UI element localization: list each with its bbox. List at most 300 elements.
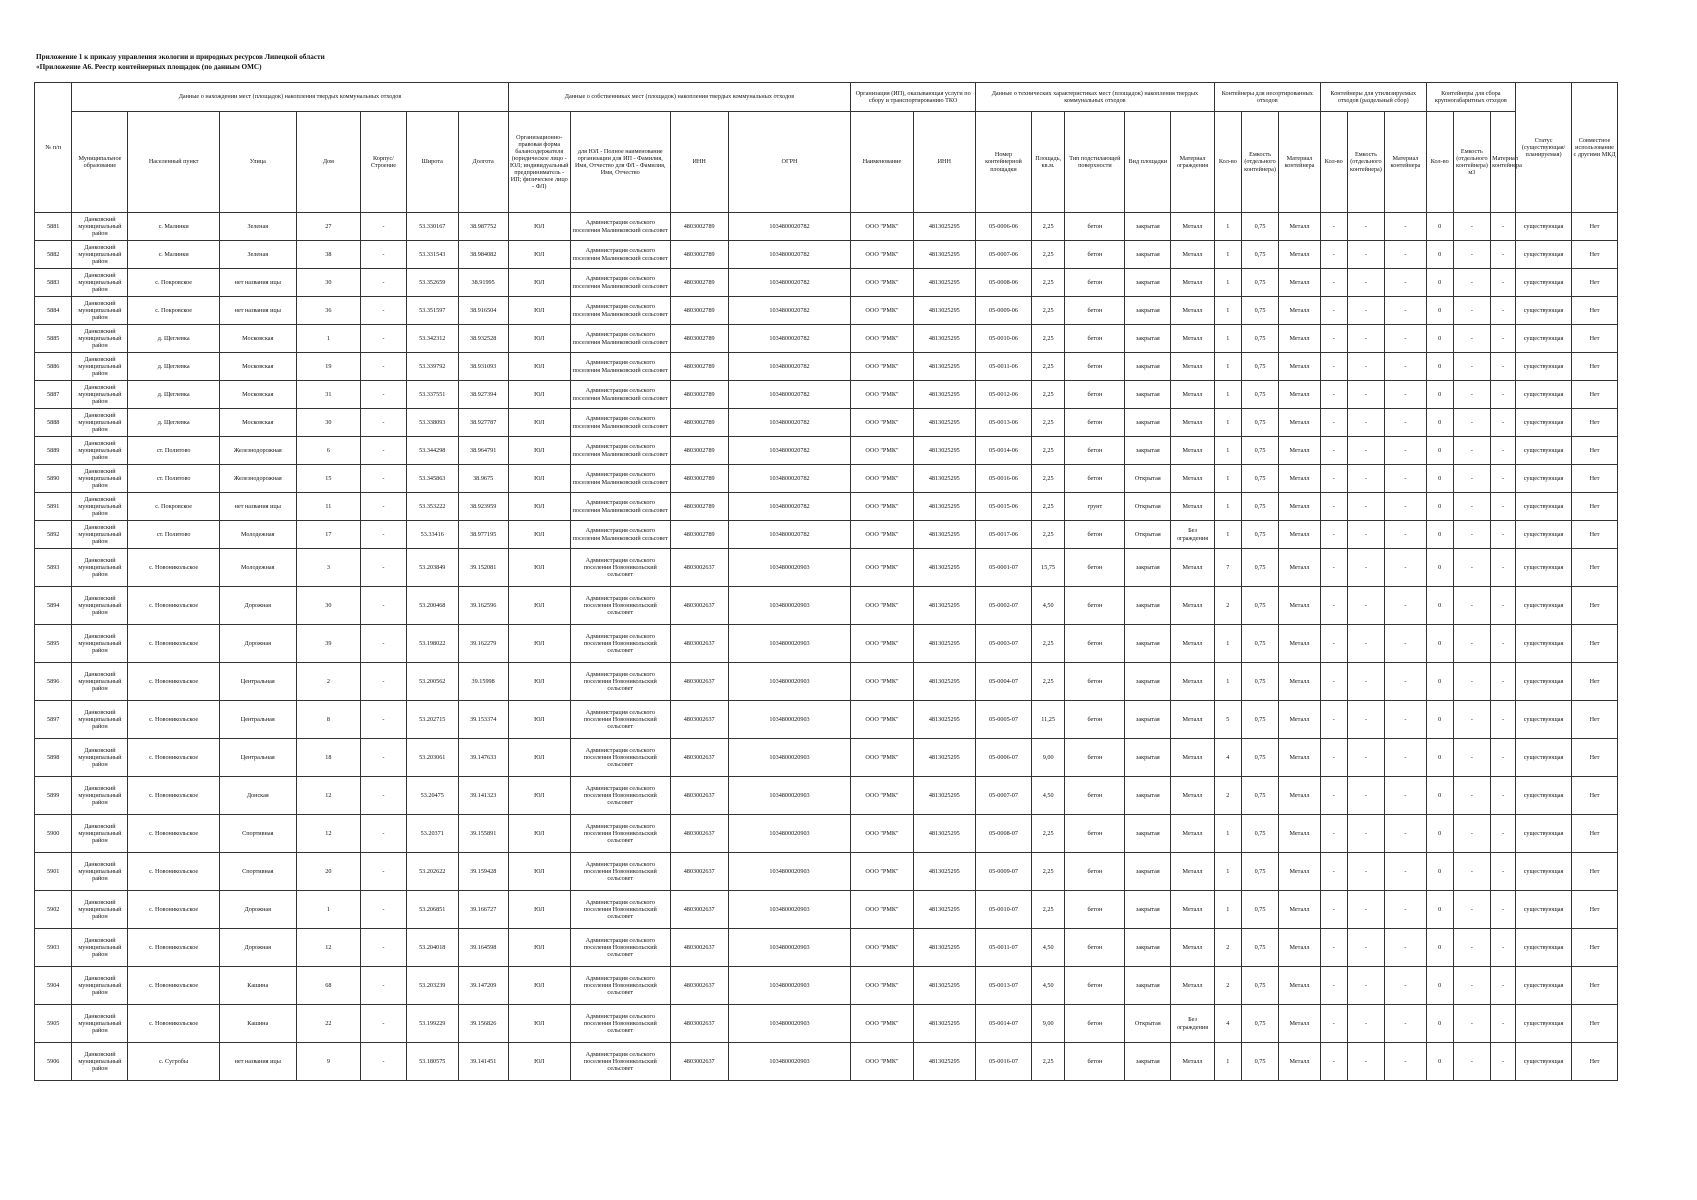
table-cell: Администрация сельского поселения Малинковский сельсовет [570, 493, 670, 521]
table-cell: 5884 [35, 297, 72, 325]
table-cell: - [1453, 353, 1490, 381]
col-area: Площадь, кв.м. [1032, 112, 1065, 213]
table-cell: ЮЛ [508, 325, 570, 353]
table-cell: 4803002637 [670, 815, 728, 853]
table-cell: 4813025295 [913, 663, 975, 701]
table-row [35, 929, 1618, 967]
table-cell: Металл [1279, 437, 1321, 465]
table-cell: Данковский муниципальный район [72, 521, 128, 549]
group-bulky: Контейнеры для сбора крупногабаритных отходов [1426, 83, 1515, 112]
table-cell: - [1385, 1043, 1427, 1081]
table-cell: - [361, 739, 407, 777]
table-cell: закрытая [1125, 815, 1171, 853]
table-cell: ст. Политово [128, 521, 219, 549]
table-cell: бетон [1065, 587, 1125, 625]
table-cell: - [1385, 241, 1427, 269]
table-row [35, 297, 1618, 325]
table-cell: 0,75 [1241, 853, 1278, 891]
table-cell: Нет [1572, 967, 1618, 1005]
table-cell: - [361, 269, 407, 297]
table-cell: - [1320, 1005, 1347, 1043]
table-cell: Администрация сельского поселения Новоникольский сельсовет [570, 1005, 670, 1043]
table-cell: 4813025295 [913, 325, 975, 353]
table-cell: 0 [1426, 549, 1453, 587]
table-cell: 5886 [35, 353, 72, 381]
table-cell: Металл [1279, 625, 1321, 663]
table-cell: - [1385, 213, 1427, 241]
table-cell: - [1320, 297, 1347, 325]
table-cell: ЮЛ [508, 241, 570, 269]
table-cell: ООО "РМК" [851, 587, 913, 625]
col-r-cap: Емкость (отдельного контейнера) [1347, 112, 1384, 213]
table-cell: 18 [296, 739, 360, 777]
table-cell: - [1453, 663, 1490, 701]
col-mun: Муниципальное образование [72, 112, 128, 213]
table-cell: 53.33416 [406, 521, 458, 549]
table-cell: - [1320, 967, 1347, 1005]
table-cell: существующая [1516, 587, 1572, 625]
table-cell: - [1385, 777, 1427, 815]
table-cell: - [1320, 353, 1347, 381]
table-cell: закрытая [1125, 409, 1171, 437]
table-cell: 4813025295 [913, 437, 975, 465]
table-cell: 4813025295 [913, 549, 975, 587]
table-cell: - [1320, 853, 1347, 891]
table-cell: - [1347, 493, 1384, 521]
table-cell: Металл [1171, 353, 1215, 381]
table-cell: 9,00 [1032, 1005, 1065, 1043]
table-cell: 1034800020782 [728, 325, 851, 353]
table-cell: 12 [296, 777, 360, 815]
table-cell: ООО "РМК" [851, 663, 913, 701]
col-status: Статус (существующая/планируемая) [1516, 83, 1572, 213]
table-cell: существующая [1516, 521, 1572, 549]
table-cell: Металл [1171, 213, 1215, 241]
table-cell: 11 [296, 493, 360, 521]
table-cell: - [1453, 587, 1490, 625]
table-cell: с. Новоникольское [128, 929, 219, 967]
table-cell: Зеленая [219, 213, 296, 241]
table-cell: 53.353222 [406, 493, 458, 521]
col-legal-form: Организационно-правовая форма балансодержателя (юридическое лицо - ЮЛ; индивидуальный предприниматель - ИП; физическое лицо - ФЛ) [508, 112, 570, 213]
table-cell: бетон [1065, 269, 1125, 297]
table-cell: Металл [1171, 587, 1215, 625]
table-cell: - [361, 409, 407, 437]
table-cell: - [1453, 437, 1490, 465]
table-cell: 0,75 [1241, 381, 1278, 409]
table-cell: 4803002637 [670, 701, 728, 739]
table-cell: Металл [1279, 891, 1321, 929]
table-cell: 0 [1426, 1005, 1453, 1043]
col-surface: Тип подстилающей поверхности [1065, 112, 1125, 213]
table-cell: ЮЛ [508, 353, 570, 381]
table-cell: - [1347, 381, 1384, 409]
table-cell: бетон [1065, 409, 1125, 437]
table-cell: 1 [1214, 241, 1241, 269]
table-cell: 0 [1426, 1043, 1453, 1081]
table-cell: 0 [1426, 465, 1453, 493]
table-cell: Московская [219, 325, 296, 353]
table-cell: 6 [296, 437, 360, 465]
table-cell: 2 [1214, 967, 1241, 1005]
table-cell: 2,25 [1032, 409, 1065, 437]
table-cell: - [361, 1005, 407, 1043]
table-cell: 4803002789 [670, 325, 728, 353]
table-cell: 0 [1426, 213, 1453, 241]
col-house: Дом [296, 112, 360, 213]
table-cell: - [1320, 269, 1347, 297]
table-cell: 11,25 [1032, 701, 1065, 739]
table-cell: 4803002637 [670, 663, 728, 701]
table-cell: - [1491, 891, 1516, 929]
col-op-name: Наименование [851, 112, 913, 213]
table-cell: 5889 [35, 437, 72, 465]
col-site-no: Номер контейнерной площадки [975, 112, 1031, 213]
table-cell: 1034800020782 [728, 269, 851, 297]
table-cell: 0 [1426, 353, 1453, 381]
table-cell: 39.15998 [458, 663, 508, 701]
table-cell: Администрация сельского поселения Новоникольский сельсовет [570, 625, 670, 663]
table-cell: Без ограждения [1171, 521, 1215, 549]
table-cell: Металл [1279, 549, 1321, 587]
table-cell: 5 [1214, 701, 1241, 739]
table-cell: 05-0017-06 [975, 521, 1031, 549]
table-cell: 4813025295 [913, 815, 975, 853]
table-cell: Данковский муниципальный район [72, 967, 128, 1005]
table-cell: ЮЛ [508, 549, 570, 587]
table-cell: закрытая [1125, 353, 1171, 381]
table-cell: Нет [1572, 521, 1618, 549]
table-cell: Администрация сельского поселения Новоникольский сельсовет [570, 815, 670, 853]
table-cell: 05-0004-07 [975, 663, 1031, 701]
table-cell: Данковский муниципальный район [72, 777, 128, 815]
table-cell: - [1453, 213, 1490, 241]
table-cell: бетон [1065, 521, 1125, 549]
table-cell: 8 [296, 701, 360, 739]
col-s-cap: Емкость (отдельного контейнера) [1241, 112, 1278, 213]
table-cell: - [1320, 493, 1347, 521]
table-cell: 53.200562 [406, 663, 458, 701]
table-cell: 53.352659 [406, 269, 458, 297]
table-cell: 2,25 [1032, 297, 1065, 325]
table-cell: 4,50 [1032, 929, 1065, 967]
table-cell: - [1320, 663, 1347, 701]
table-cell: 05-0013-06 [975, 409, 1031, 437]
table-cell: - [361, 587, 407, 625]
table-cell: Данковский муниципальный район [72, 701, 128, 739]
table-cell: Дорожная [219, 929, 296, 967]
table-cell: 39.162279 [458, 625, 508, 663]
table-cell: - [1385, 663, 1427, 701]
table-cell: 05-0007-07 [975, 777, 1031, 815]
table-cell: 05-0008-07 [975, 815, 1031, 853]
table-cell: Данковский муниципальный район [72, 353, 128, 381]
table-cell: - [1453, 325, 1490, 353]
table-cell: 15 [296, 465, 360, 493]
table-cell: бетон [1065, 549, 1125, 587]
table-cell: - [1385, 325, 1427, 353]
table-cell: 38.927787 [458, 409, 508, 437]
table-cell: 4803002789 [670, 409, 728, 437]
table-cell: 53.203239 [406, 967, 458, 1005]
table-cell: - [1320, 409, 1347, 437]
table-cell: 4813025295 [913, 493, 975, 521]
table-cell: 5906 [35, 1043, 72, 1081]
table-cell: 0 [1426, 587, 1453, 625]
table-cell: 38 [296, 241, 360, 269]
table-cell: - [1320, 625, 1347, 663]
table-cell: Нет [1572, 663, 1618, 701]
table-cell: существующая [1516, 493, 1572, 521]
table-cell: 38.964791 [458, 437, 508, 465]
col-settlement: Населенный пункт [128, 112, 219, 213]
table-cell: 4803002637 [670, 777, 728, 815]
table-cell: 1034800020782 [728, 213, 851, 241]
table-cell: Данковский муниципальный район [72, 891, 128, 929]
table-cell: Данковский муниципальный район [72, 409, 128, 437]
table-cell: 1034800020782 [728, 297, 851, 325]
table-cell: 39.141323 [458, 777, 508, 815]
table-cell: - [1320, 437, 1347, 465]
header-group-row [35, 83, 1618, 112]
col-b-mat: Материал контейнера [1491, 112, 1516, 213]
group-sorted: Контейнеры для несортированных отходов [1214, 83, 1320, 112]
table-cell: 5893 [35, 549, 72, 587]
table-cell: 1 [1214, 409, 1241, 437]
table-cell: существующая [1516, 353, 1572, 381]
table-cell: закрытая [1125, 437, 1171, 465]
table-cell: 38.91995 [458, 269, 508, 297]
table-cell: закрытая [1125, 967, 1171, 1005]
table-cell: с. Новоникольское [128, 625, 219, 663]
table-cell: ст. Политово [128, 437, 219, 465]
table-cell: 1034800020782 [728, 465, 851, 493]
table-cell: ЮЛ [508, 587, 570, 625]
table-cell: ЮЛ [508, 815, 570, 853]
table-cell: - [1347, 465, 1384, 493]
table-cell: 4803002637 [670, 739, 728, 777]
table-cell: 0 [1426, 663, 1453, 701]
table-cell: Металл [1171, 967, 1215, 1005]
table-cell: Данковский муниципальный район [72, 269, 128, 297]
table-cell: - [1491, 465, 1516, 493]
table-cell: закрытая [1125, 549, 1171, 587]
table-cell: - [1320, 549, 1347, 587]
table-cell: 17 [296, 521, 360, 549]
table-cell: Металл [1279, 381, 1321, 409]
table-cell: - [1385, 269, 1427, 297]
table-cell: ООО "РМК" [851, 929, 913, 967]
table-cell: Металл [1279, 663, 1321, 701]
table-cell: 5881 [35, 213, 72, 241]
table-cell: 5883 [35, 269, 72, 297]
table-cell: д. Щеглевка [128, 381, 219, 409]
table-cell: 05-0013-07 [975, 967, 1031, 1005]
table-cell: - [1491, 967, 1516, 1005]
table-cell: Данковский муниципальный район [72, 853, 128, 891]
table-cell: 12 [296, 929, 360, 967]
table-cell: 38.923959 [458, 493, 508, 521]
table-cell: 4813025295 [913, 213, 975, 241]
table-cell: существующая [1516, 929, 1572, 967]
table-cell: Металл [1279, 325, 1321, 353]
table-cell: - [361, 777, 407, 815]
table-cell: с. Покровское [128, 493, 219, 521]
table-cell: ЮЛ [508, 663, 570, 701]
table-row [35, 701, 1618, 739]
table-cell: - [1347, 663, 1384, 701]
table-cell: 0,75 [1241, 353, 1278, 381]
table-cell: 4803002637 [670, 853, 728, 891]
table-cell: - [1453, 493, 1490, 521]
table-cell: - [1453, 241, 1490, 269]
table-cell: 1 [1214, 213, 1241, 241]
table-cell: Открытая [1125, 521, 1171, 549]
table-cell: - [1453, 381, 1490, 409]
table-cell: 0 [1426, 701, 1453, 739]
table-cell: 1034800020903 [728, 967, 851, 1005]
table-cell: 4813025295 [913, 1005, 975, 1043]
table-cell: Центральная [219, 663, 296, 701]
table-cell: Металл [1279, 521, 1321, 549]
table-cell: 5905 [35, 1005, 72, 1043]
table-cell: 1 [1214, 437, 1241, 465]
table-cell: Молодежная [219, 549, 296, 587]
table-cell: 4813025295 [913, 465, 975, 493]
table-cell: с. Новоникольское [128, 777, 219, 815]
table-cell: Нет [1572, 625, 1618, 663]
table-cell: ООО "РМК" [851, 325, 913, 353]
table-cell: - [361, 929, 407, 967]
table-cell: 7 [1214, 549, 1241, 587]
table-cell: 2 [1214, 929, 1241, 967]
table-cell: - [1385, 929, 1427, 967]
table-cell: с. Малинки [128, 213, 219, 241]
table-cell: - [1347, 891, 1384, 929]
table-cell: 5901 [35, 853, 72, 891]
table-cell: 05-0016-06 [975, 465, 1031, 493]
table-cell: Нет [1572, 297, 1618, 325]
table-cell: 53.331543 [406, 241, 458, 269]
table-cell: закрытая [1125, 663, 1171, 701]
group-operator: Организация (ИП), оказывающая услуги по сбору и транспортированию ТКО [851, 83, 976, 112]
table-cell: нет названия ицы [219, 297, 296, 325]
table-cell: 38.932528 [458, 325, 508, 353]
table-cell: - [1491, 409, 1516, 437]
table-cell: - [361, 353, 407, 381]
table-cell: 2,25 [1032, 853, 1065, 891]
table-cell: ЮЛ [508, 269, 570, 297]
table-cell: 0 [1426, 269, 1453, 297]
table-cell: ЮЛ [508, 625, 570, 663]
table-cell: 4813025295 [913, 353, 975, 381]
table-cell: бетон [1065, 777, 1125, 815]
table-cell: Администрация сельского поселения Новоникольский сельсовет [570, 967, 670, 1005]
table-cell: Металл [1171, 663, 1215, 701]
table-cell: Данковский муниципальный район [72, 739, 128, 777]
table-row [35, 587, 1618, 625]
table-cell: д. Щеглевка [128, 353, 219, 381]
table-cell: 0,75 [1241, 815, 1278, 853]
table-cell: Металл [1279, 777, 1321, 815]
table-cell: - [1320, 739, 1347, 777]
table-cell: - [1320, 701, 1347, 739]
table-cell: 2 [1214, 777, 1241, 815]
table-cell: ЮЛ [508, 297, 570, 325]
table-cell: существующая [1516, 815, 1572, 853]
table-cell: закрытая [1125, 241, 1171, 269]
table-cell: бетон [1065, 437, 1125, 465]
table-cell: 05-0005-07 [975, 701, 1031, 739]
table-cell: 39.166727 [458, 891, 508, 929]
table-cell: 0 [1426, 381, 1453, 409]
table-cell: 5899 [35, 777, 72, 815]
table-cell: Без ограждения [1171, 1005, 1215, 1043]
table-cell: д. Щеглевка [128, 325, 219, 353]
table-cell: 5896 [35, 663, 72, 701]
table-cell: 1034800020903 [728, 815, 851, 853]
table-cell: - [1453, 1043, 1490, 1081]
table-cell: Открытая [1125, 465, 1171, 493]
table-cell: Металл [1171, 853, 1215, 891]
table-cell: Московская [219, 353, 296, 381]
table-row [35, 891, 1618, 929]
table-row [35, 213, 1618, 241]
table-cell: Данковский муниципальный район [72, 297, 128, 325]
table-cell: 1034800020782 [728, 521, 851, 549]
table-cell: - [1491, 739, 1516, 777]
table-cell: 05-0012-06 [975, 381, 1031, 409]
group-tech: Данные о технических характеристиках мест (площадок) накопления твердых коммунальных отходов [975, 83, 1214, 112]
table-cell: с. Новоникольское [128, 739, 219, 777]
col-owner-name: для ЮЛ - Полное наименование организации для ИП - Фамилия, Имя, Отчество для ФЛ - Фамилия, Имя, Отчество [570, 112, 670, 213]
table-cell: - [1320, 521, 1347, 549]
table-cell: Нет [1572, 777, 1618, 815]
table-cell: Спортивная [219, 853, 296, 891]
table-cell: 2,25 [1032, 381, 1065, 409]
table-cell: 1 [1214, 325, 1241, 353]
table-cell: бетон [1065, 663, 1125, 701]
table-cell: 53.339792 [406, 353, 458, 381]
table-cell: Администрация сельского поселения Новоникольский сельсовет [570, 701, 670, 739]
table-cell: закрытая [1125, 777, 1171, 815]
table-cell: Металл [1171, 241, 1215, 269]
table-cell: - [1347, 549, 1384, 587]
table-cell: Администрация сельского поселения Малинковский сельсовет [570, 353, 670, 381]
table-cell: ЮЛ [508, 437, 570, 465]
table-cell: 0,75 [1241, 465, 1278, 493]
table-cell: 39.156826 [458, 1005, 508, 1043]
table-cell: 0,75 [1241, 663, 1278, 701]
table-cell: - [1453, 409, 1490, 437]
table-cell: - [1491, 549, 1516, 587]
table-cell: Металл [1171, 1043, 1215, 1081]
table-cell: 5885 [35, 325, 72, 353]
table-cell: - [361, 701, 407, 739]
table-cell: 39.155891 [458, 815, 508, 853]
table-cell: - [1320, 891, 1347, 929]
table-cell: Нет [1572, 587, 1618, 625]
table-cell: 0,75 [1241, 437, 1278, 465]
table-cell: Нет [1572, 325, 1618, 353]
table-cell: 30 [296, 587, 360, 625]
table-cell: 1 [1214, 853, 1241, 891]
table-cell: 4813025295 [913, 853, 975, 891]
table-cell: 0,75 [1241, 1043, 1278, 1081]
table-cell: 5897 [35, 701, 72, 739]
table-cell: 2,25 [1032, 815, 1065, 853]
table-cell: Данковский муниципальный район [72, 437, 128, 465]
